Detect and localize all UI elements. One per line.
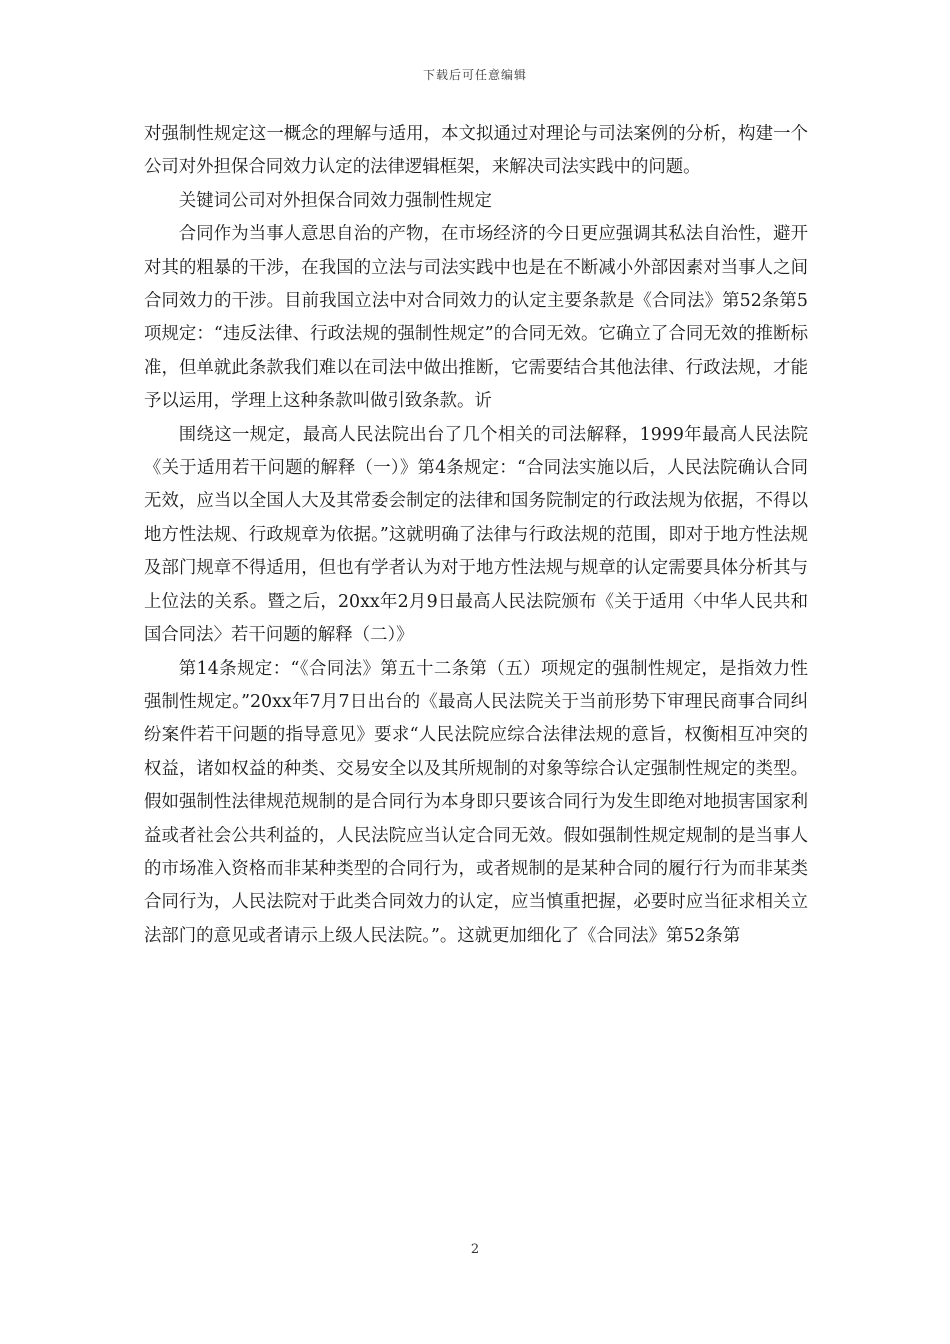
paragraph-continued: 对强制性规定这一概念的理解与适用，本文拟通过对理论与司法案例的分析，构建一个公司对外担保合同效力认定的法律逻辑框架，来解决司法实践中的问题。 bbox=[144, 124, 808, 178]
document-body bbox=[144, 118, 808, 953]
paragraph: 围绕这一规定，最高人民法院出台了几个相关的司法解释，1999年最高人民法院《关于适用若干问题的解释（一）》第4条规定：“合同法实施以后，人民法院确认合同无效，应当以全国人大及其常委会制定的法律和国务院制定的行政法规为依据，不得以地方性法规、行政规章为依据。”这就明确了法律与行政法规的范围，即对于地方性法规及部门规章不得适用，但也有学者认为对于地方性法规与规章的认定需要具体分析其与上位法的关系。暨之后，20xx年2月9日最高人民法院颁布《关于适用〈中华人民共和国合同法〉若干问题的解释（二）》 bbox=[144, 424, 808, 646]
paragraph: 合同作为当事人意思自治的产物，在市场经济的今日更应强调其私法自治性，避开对其的粗暴的干涉，在我国的立法与司法实践中也是在不断减小外部因素对当事人之间合同效力的干涉。目前我国立法中对合同效力的认定主要条款是《合同法》第52条第5项规定：“违反法律、行政法规的强制性规定”的合同无效。它确立了合同无效的推断标准，但单就此条款我们难以在司法中做出推断，它需要结合其他法律、行政法规，才能予以运用，学理上这种条款叫做引致条款。䜣 bbox=[144, 224, 808, 412]
header-note: 下载后可任意编辑 bbox=[422, 68, 527, 82]
page-number: 2 bbox=[470, 1242, 480, 1257]
paragraph: 第14条规定：“《合同法》第五十二条第（五）项规定的强制性规定，是指效力性强制性规定。”20xx年7月7日出台的《最高人民法院关于当前形势下审理民商事合同纠纷案件若干问题的指导意见》要求“人民法院应综合法律法规的意旨，权衡相互冲突的权益，诸如权益的种类、交易安全以及其所规制的对象等综合认定强制性规定的类型。假如强制性法律规范规制的是合同行为本身即只要该合同行为发生即绝对地损害国家利益或者社会公共利益的，人民法院应当认定合同无效。假如强制性规定规制的是当事人的市场准入资格而非某种类型的合同行为，或者规制的是某种合同的履行行为而非某类合同行为，人民法院对于此类合同效力的认定，应当慎重把握，必要时应当征求相关立法部门的意见或者请示上级人民法院。”。这就更加细化了《合同法》第52条第 bbox=[144, 658, 808, 946]
keywords-line: 关键词公司对外担保合同效力强制性规定 bbox=[178, 190, 492, 211]
